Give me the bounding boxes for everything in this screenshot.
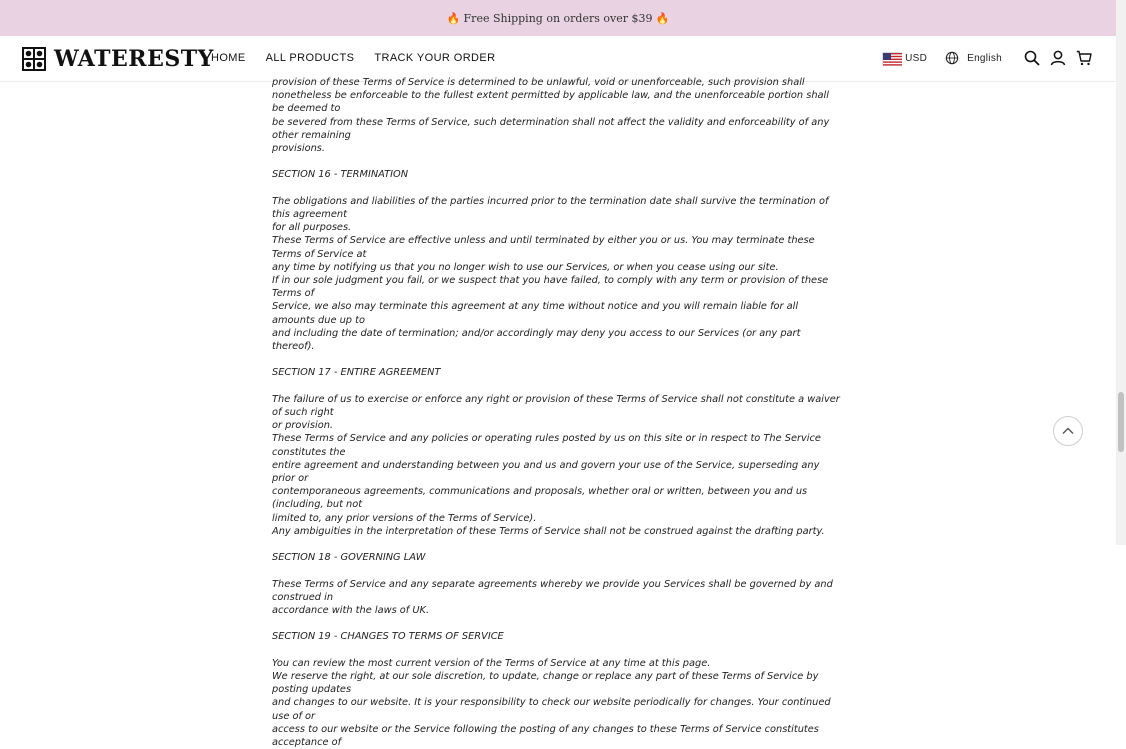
text-line: accordance with the laws of UK.	[272, 605, 430, 617]
paragraph-gap	[272, 617, 844, 630]
language-selector[interactable]: English	[967, 52, 1002, 64]
section-heading: SECTION 18 - GOVERNING LAW	[272, 552, 426, 564]
text-line: nonetheless be enforceable to the fullest extent permitted by applicable law, and the unenforceable portion shall be deemed to	[272, 90, 829, 115]
announcement-text: Free Shipping on orders over $39	[463, 11, 653, 25]
nav-home[interactable]: HOME	[211, 52, 246, 64]
text-line: The failure of us to exercise or enforce any right or provision of these Terms of Service shall not constitute a waiver of such right	[272, 393, 840, 419]
announcement-bar	[0, 0, 1116, 36]
nav-all-products[interactable]: ALL PRODUCTS	[265, 52, 355, 64]
cart-icon[interactable]	[1076, 50, 1092, 66]
back-to-top-button[interactable]	[1053, 416, 1083, 446]
globe-icon[interactable]	[945, 51, 959, 65]
currency-selector[interactable]: USD	[905, 52, 928, 64]
header-actions	[882, 50, 1092, 66]
section-heading: SECTION 19 - CHANGES TO TERMS OF SERVICE	[272, 631, 504, 643]
paragraph-gap	[272, 182, 844, 195]
us-flag-icon[interactable]	[882, 52, 901, 65]
page-scrollbar[interactable]	[1116, 0, 1126, 545]
text-line: entire agreement and understanding between you and us and govern your use of the Service, superseding any prior or	[272, 459, 820, 485]
text-line: provisions.	[272, 143, 326, 155]
text-line: We reserve the right, at our sole discretion, to update, change or replace any part of these Terms of Service by posting updates	[272, 671, 819, 696]
paragraph-gap	[272, 380, 844, 393]
scrollbar-thumb[interactable]	[1118, 392, 1124, 452]
brand-name: WATERESTY	[54, 46, 214, 72]
paragraph-gap	[272, 564, 844, 577]
flame-icon: 🔥	[655, 11, 670, 25]
text-line: contemporaneous agreements, communications and proposals, whether oral or written, between you and us (including, but not	[272, 486, 808, 511]
text-line: Any ambiguities in the interpretation of these Terms of Service shall not be construed against the drafting party.	[272, 525, 825, 537]
paragraph-gap	[272, 644, 844, 657]
paragraph-gap	[272, 155, 844, 168]
chevron-up-icon	[1061, 424, 1075, 438]
flame-icon: 🔥	[446, 11, 461, 25]
text-line: access to our website or the Service following the posting of any changes to these Terms of Service constitutes acceptance of	[272, 723, 819, 749]
logo-mark-icon	[22, 47, 46, 71]
text-line: provision of these Terms of Service is determined to be unlawful, void or unenforceable, such provision shall	[272, 77, 805, 88]
text-line: If in our sole judgment you fail, or we suspect that you have failed, to comply with any term or provision of these Terms of	[272, 275, 829, 300]
paragraph-gap	[272, 538, 844, 551]
text-line: These Terms of Service and any separate agreements whereby we provide you Services shall be governed by and construed in	[272, 578, 833, 603]
search-icon[interactable]	[1024, 50, 1040, 66]
brand-logo[interactable]	[22, 46, 214, 72]
text-line: limited to, any prior versions of the Terms of Service).	[272, 512, 537, 524]
text-line: You can review the most current version of the Terms of Service at any time at this page.	[272, 657, 711, 669]
text-line: be severed from these Terms of Service, such determination shall not affect the validity and enforceability of any other remaining	[272, 116, 830, 141]
text-line: The obligations and liabilities of the parties incurred prior to the termination date shall survive the termination of this agreement	[272, 195, 829, 220]
text-line: for all purposes.	[272, 222, 352, 234]
section-heading: SECTION 17 - ENTIRE AGREEMENT	[272, 367, 441, 379]
text-line: Service, we also may terminate this agreement at any time without notice and you will remain liable for all amounts due up to	[272, 301, 799, 326]
text-line: and changes to our website. It is your responsibility to check our website periodically for changes. Your continued use of or	[272, 697, 831, 722]
account-icon[interactable]	[1050, 50, 1066, 66]
section-heading: SECTION 16 - TERMINATION	[272, 169, 409, 181]
text-line: any time by notifying us that you no longer wish to use our Services, or when you cease using our site.	[272, 261, 779, 273]
main-nav	[211, 52, 515, 64]
text-line: and including the date of termination; and/or accordingly may deny you access to our Services (or any part thereof).	[272, 327, 801, 353]
text-line: or provision.	[272, 420, 334, 432]
text-line: These Terms of Service are effective unless and until terminated by either you or us. You may terminate these Terms of Service at	[272, 235, 815, 260]
terms-of-service-text	[272, 76, 844, 749]
text-line: These Terms of Service and any policies or operating rules posted by us on this site or in respect to The Service constitutes the	[272, 433, 821, 458]
paragraph-gap	[272, 353, 844, 366]
nav-track-order[interactable]: TRACK YOUR ORDER	[374, 52, 496, 64]
